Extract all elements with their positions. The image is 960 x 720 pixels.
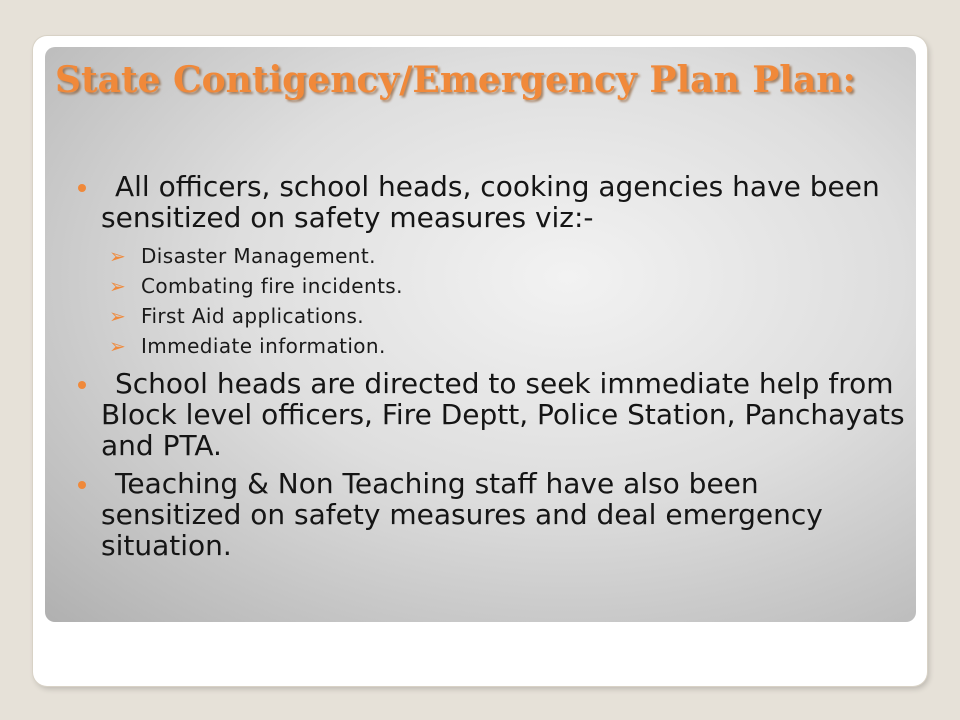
sub-bullet-item — [101, 271, 905, 301]
sub-bullet-item — [101, 301, 905, 331]
sub-bullet-text: Disaster Management. — [141, 244, 376, 268]
sub-bullet-list — [101, 241, 905, 361]
arrow-right-icon: ➢ — [109, 274, 127, 298]
arrow-right-icon: ➢ — [109, 244, 127, 268]
sub-bullet-item — [101, 331, 905, 361]
sub-bullet-text: First Aid applications. — [141, 304, 365, 328]
sub-bullet-text: Immediate information. — [141, 334, 386, 358]
slide-title: State Contigency/Emergency Plan Plan: — [55, 59, 856, 101]
bullet-item — [69, 468, 905, 561]
arrow-right-icon: ➢ — [109, 334, 127, 358]
dot-icon — [78, 184, 86, 192]
dot-icon — [78, 481, 86, 489]
sub-bullet-item — [101, 241, 905, 271]
bullet-list — [69, 171, 905, 568]
arrow-right-icon: ➢ — [109, 304, 127, 328]
dot-icon — [78, 381, 86, 389]
bullet-item — [69, 171, 905, 361]
bullet-item — [69, 368, 905, 461]
slide-content-panel — [45, 47, 916, 622]
bullet-text: All officers, school heads, cooking agencies have been sensitized on safety measures viz:- — [101, 170, 880, 234]
bullet-text: School heads are directed to seek immediate help from Block level officers, Fire Deptt, Police Station, Panchayats and PTA. — [101, 367, 905, 462]
sub-bullet-text: Combating fire incidents. — [141, 274, 403, 298]
bullet-text: Teaching & Non Teaching staff have also been sensitized on safety measures and deal emergency situation. — [101, 467, 823, 562]
